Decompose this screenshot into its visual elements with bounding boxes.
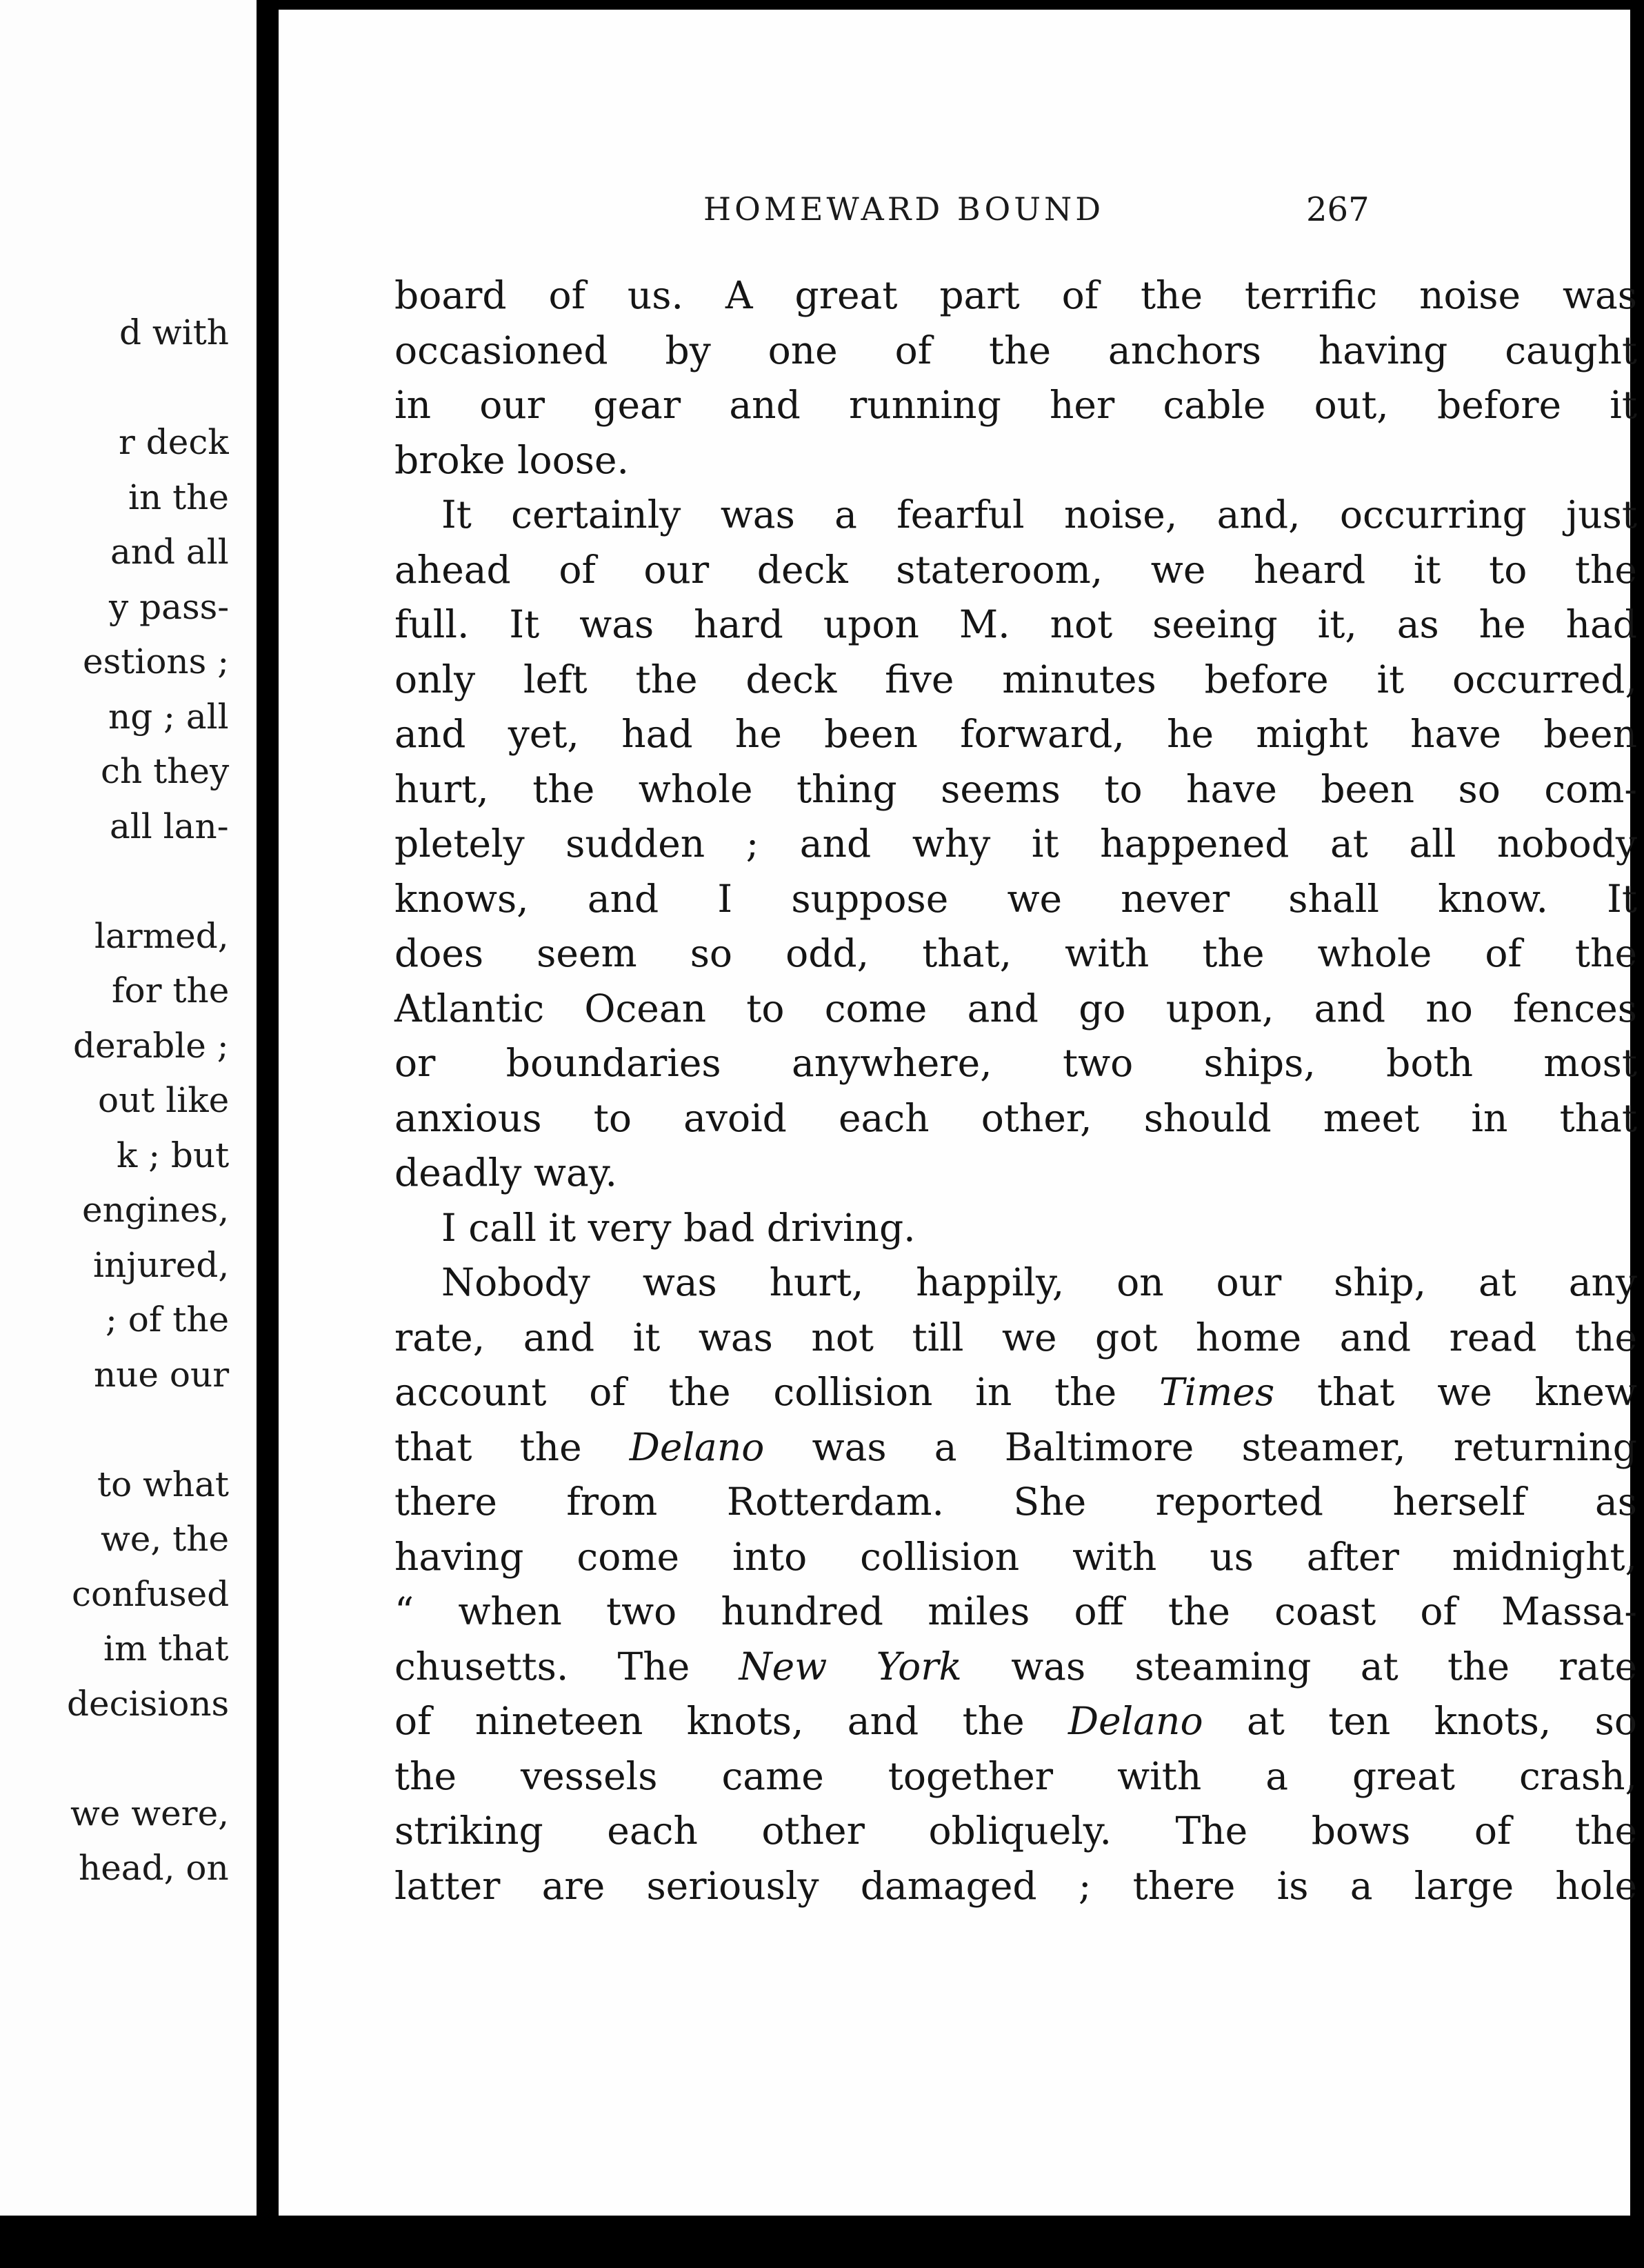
left-page-line: we, the bbox=[101, 1519, 230, 1559]
text-line: board of us. A great part of the terrific noise was bbox=[394, 273, 1637, 317]
left-page-line: derable ; bbox=[73, 1025, 229, 1066]
left-page bbox=[0, 0, 257, 2216]
text-line: having come into collision with us after midnight, bbox=[394, 1534, 1637, 1579]
left-page-line: ch they bbox=[101, 751, 230, 791]
text-line: knows, and I suppose we never shall know. It bbox=[394, 876, 1637, 921]
text-run: was steaming at the rate bbox=[1011, 1644, 1638, 1689]
text-line: broke loose. bbox=[394, 437, 630, 482]
left-page-line: in the bbox=[128, 477, 229, 517]
text-run: of nineteen knots, and the bbox=[394, 1699, 1025, 1743]
left-page-line: for the bbox=[112, 971, 230, 1011]
text-line: I call it very bad driving. bbox=[441, 1205, 916, 1250]
text-run: that the bbox=[394, 1424, 582, 1469]
left-page-line: out like bbox=[98, 1080, 230, 1120]
running-header bbox=[279, 190, 1630, 239]
text-line: and yet, had he been forward, he might have been bbox=[394, 712, 1637, 756]
body-text bbox=[394, 268, 1637, 1913]
text-line: full. It was hard upon M. not seeing it, as he had bbox=[394, 602, 1637, 646]
text-line: latter are seriously damaged ; there is a large hole bbox=[394, 1863, 1637, 1908]
text-line: in our gear and running her cable out, before it bbox=[394, 383, 1637, 427]
text-line: It certainly was a fearful noise, and, occurring just bbox=[441, 493, 1637, 537]
left-page-line: injured, bbox=[93, 1244, 230, 1285]
left-page-line: ; of the bbox=[106, 1300, 230, 1340]
left-page-line: r deck bbox=[119, 422, 229, 462]
text-line: rate, and it was not till we got home and read the bbox=[394, 1315, 1637, 1360]
text-line: the vessels came together with a great crash, bbox=[394, 1753, 1637, 1798]
text-line: pletely sudden ; and why it happened at all nobody bbox=[394, 822, 1637, 866]
text-run: was a Baltimore steamer, returning bbox=[812, 1424, 1637, 1469]
text-line bbox=[394, 1365, 1637, 1420]
italic-ship-name: Delano bbox=[1068, 1699, 1203, 1743]
left-page-line: im that bbox=[103, 1629, 229, 1669]
text-run: account of the collision in the bbox=[394, 1370, 1117, 1414]
text-run: that we knew bbox=[1316, 1370, 1638, 1414]
page-number: 267 bbox=[1306, 190, 1370, 229]
text-line: or boundaries anywhere, two ships, both most bbox=[394, 1041, 1637, 1085]
left-page-line: k ; but bbox=[117, 1135, 230, 1175]
text-line: occasioned by one of the anchors having caught bbox=[394, 328, 1637, 372]
italic-ship-name: New York bbox=[739, 1644, 962, 1689]
left-page-line: we were, bbox=[70, 1793, 230, 1833]
text-line: striking each other obliquely. The bows of the bbox=[394, 1809, 1637, 1853]
text-line: Nobody was hurt, happily, on our ship, at any bbox=[441, 1260, 1637, 1304]
text-run: chusetts. The bbox=[394, 1644, 690, 1689]
left-page-line: decisions bbox=[67, 1683, 230, 1724]
left-page-line: head, on bbox=[79, 1848, 229, 1888]
right-page bbox=[279, 10, 1638, 2216]
text-line: does seem so odd, that, with the whole of the bbox=[394, 931, 1637, 975]
left-page-line: all lan- bbox=[110, 806, 229, 846]
left-page-line: engines, bbox=[82, 1190, 230, 1230]
text-line bbox=[394, 1420, 1637, 1475]
italic-ship-name: Delano bbox=[629, 1424, 765, 1469]
text-line: ahead of our deck stateroom, we heard it to the bbox=[394, 547, 1637, 592]
text-line bbox=[394, 1640, 1637, 1695]
left-page-line: nue our bbox=[94, 1354, 230, 1395]
left-page-line: estions ; bbox=[83, 641, 230, 682]
left-page-line: ng ; all bbox=[108, 696, 229, 737]
left-page-line: y pass- bbox=[109, 586, 230, 627]
left-page-line: and all bbox=[110, 532, 229, 572]
text-line: only left the deck five minutes before it occurred, bbox=[394, 657, 1637, 702]
left-page-line: to what bbox=[97, 1464, 229, 1504]
left-page-line: confused bbox=[72, 1573, 230, 1614]
text-line: Atlantic Ocean to come and go upon, and no fences bbox=[394, 986, 1637, 1031]
text-line: deadly way. bbox=[394, 1151, 618, 1195]
left-page-line: d with bbox=[119, 312, 229, 352]
left-page-line: larmed, bbox=[94, 915, 229, 956]
italic-title: Times bbox=[1159, 1370, 1275, 1414]
text-run: at ten knots, so bbox=[1246, 1699, 1637, 1743]
running-title: HOMEWARD BOUND bbox=[703, 190, 1105, 228]
text-line: “ when two hundred miles off the coast of Massa- bbox=[394, 1589, 1637, 1633]
text-line: there from Rotterdam. She reported herself as bbox=[394, 1480, 1637, 1524]
text-line: anxious to avoid each other, should meet in that bbox=[394, 1095, 1637, 1140]
text-line: hurt, the whole thing seems to have been so com- bbox=[394, 766, 1637, 811]
text-line bbox=[394, 1694, 1637, 1749]
